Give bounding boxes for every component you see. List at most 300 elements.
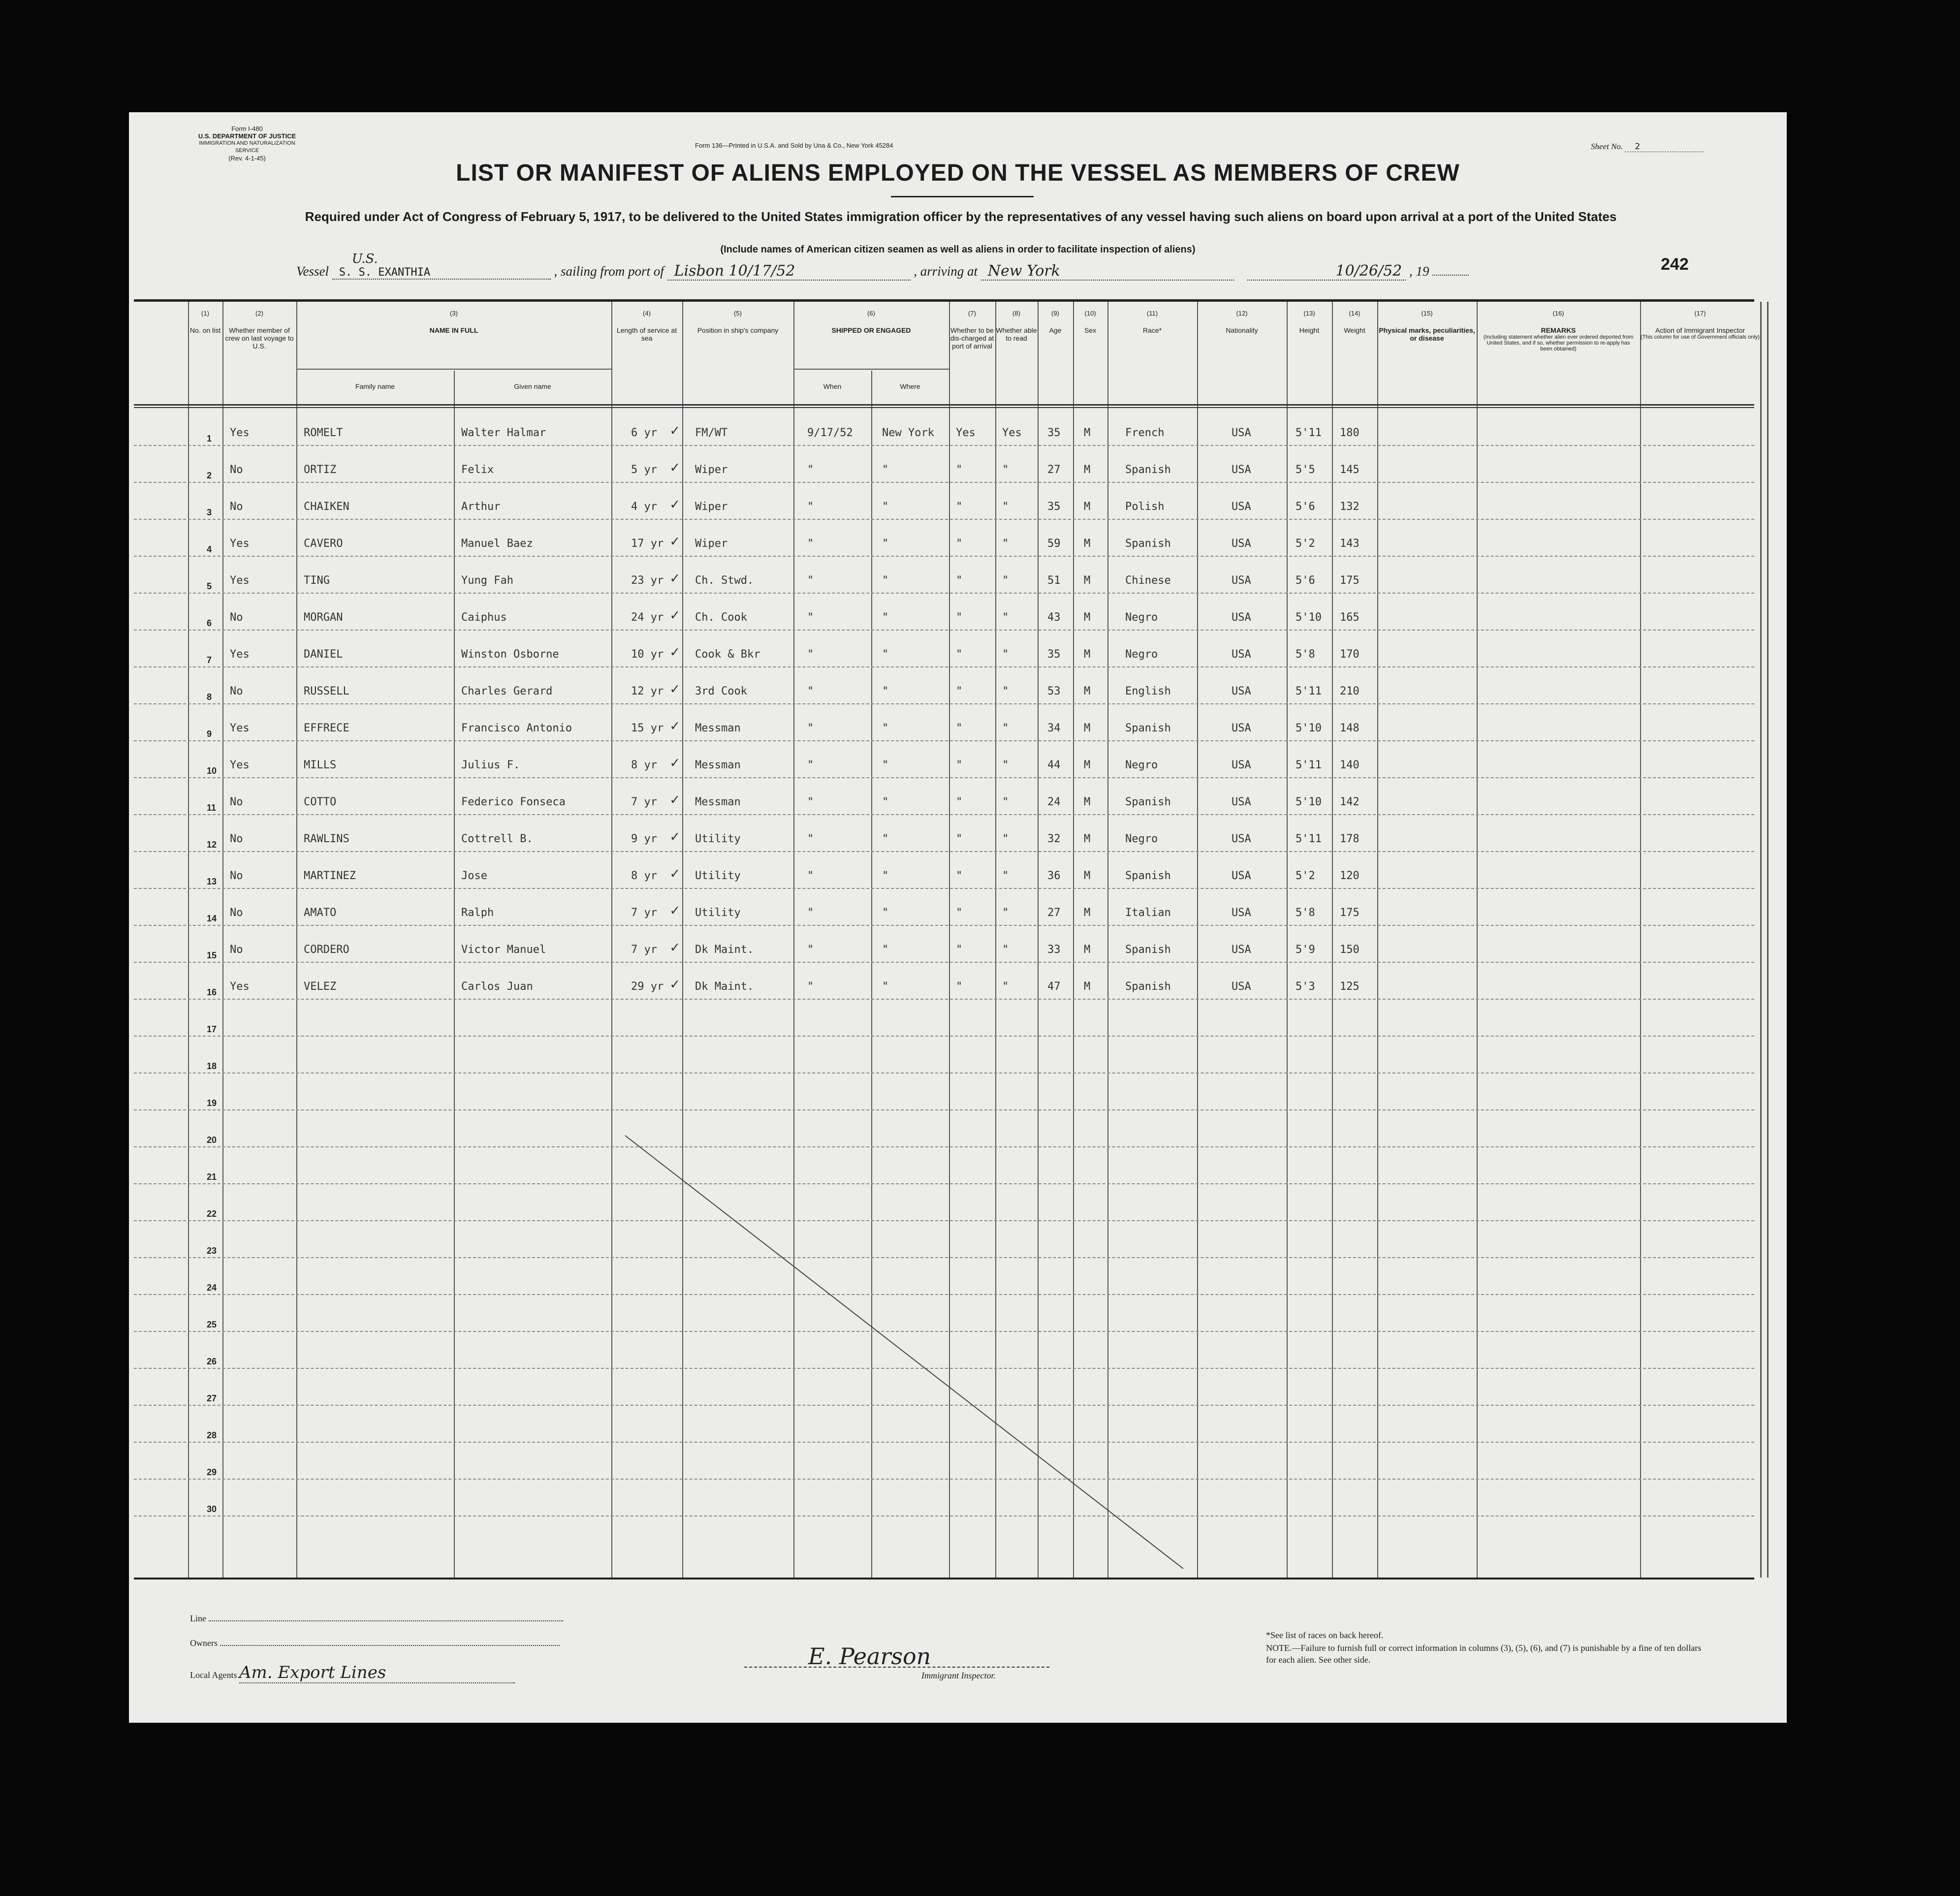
shipped-when-cell: " (807, 722, 814, 734)
age-cell: 51 (1047, 574, 1061, 587)
sex-cell: M (1084, 870, 1091, 882)
family-name-cell: TING (304, 574, 330, 587)
age-cell: 35 (1047, 501, 1061, 513)
shipped-where-cell: " (882, 833, 889, 845)
shipped-when-cell: " (807, 833, 814, 845)
family-name-cell: AMATO (304, 907, 337, 919)
given-name-cell: Federico Fonseca (461, 796, 566, 808)
check-mark-icon: ✓ (670, 828, 680, 845)
row-number: 19 (207, 1098, 217, 1108)
vessel-name: S. S. EXANTHIA (339, 266, 431, 279)
height-cell: 5'8 (1296, 907, 1315, 919)
position-cell: 3rd Cook (695, 685, 747, 697)
header-remarks: (16) REMARKS (Including statement whether alien ever ordered deported from United States, and if so, whether permission to re-apply has been obtained) (1483, 310, 1634, 352)
header-height: (13) Height (1299, 310, 1320, 334)
races-note: *See list of races on back hereof. (1266, 1630, 1384, 1640)
given-name-cell: Ralph (461, 907, 494, 919)
read-cell: " (1002, 574, 1009, 587)
arriving-port: New York (981, 262, 1234, 281)
nationality-cell: USA (1232, 685, 1251, 697)
height-cell: 5'11 (1296, 759, 1322, 771)
position-cell: FM/WT (695, 427, 728, 439)
position-cell: Messman (695, 722, 741, 734)
check-mark-icon: ✓ (670, 754, 680, 771)
read-cell: " (1002, 870, 1009, 882)
row-number: 15 (207, 950, 217, 960)
last-voyage-cell: Yes (230, 537, 250, 550)
sex-cell: M (1084, 427, 1091, 439)
arriving-label: , arriving at (914, 264, 978, 279)
vessel-label: Vessel (296, 264, 329, 279)
last-voyage-cell: Yes (230, 980, 250, 993)
position-cell: Wiper (695, 464, 728, 476)
race-cell: Spanish (1125, 464, 1171, 476)
page-title: LIST OR MANIFEST OF ALIENS EMPLOYED ON THE VESSEL AS MEMBERS OF CREW (456, 160, 1460, 186)
row-number: 20 (207, 1135, 217, 1145)
service-cell: 17 yr (631, 537, 664, 550)
row-number: 3 (207, 507, 212, 517)
manifest-page (129, 112, 1787, 1723)
year-label: , 19 (1409, 264, 1429, 279)
weight-cell: 142 (1340, 796, 1359, 808)
page-number: 242 (1661, 255, 1689, 274)
discharged-cell: " (956, 870, 963, 882)
race-cell: Polish (1125, 501, 1165, 513)
given-name-cell: Walter Halmar (461, 427, 546, 439)
race-cell: Spanish (1125, 980, 1171, 993)
read-cell: " (1002, 722, 1009, 734)
sex-cell: M (1084, 611, 1091, 624)
discharged-cell: " (956, 501, 963, 513)
row-number: 7 (207, 655, 212, 665)
row-number: 9 (207, 729, 212, 739)
nationality-cell: USA (1232, 537, 1251, 550)
check-mark-icon: ✓ (670, 533, 680, 550)
sex-cell: M (1084, 648, 1091, 661)
header-sex: (10) Sex (1084, 310, 1097, 334)
vessel-line (296, 252, 1469, 281)
check-mark-icon: ✓ (670, 569, 680, 587)
check-mark-icon: ✓ (670, 606, 680, 624)
position-cell: Dk Maint. (695, 980, 754, 993)
shipped-when-cell: " (807, 759, 814, 771)
shipped-where-cell: " (882, 980, 889, 993)
header-where: Where (900, 382, 920, 390)
row-number: 16 (207, 987, 217, 997)
family-name-cell: CHAIKEN (304, 501, 349, 513)
vessel-field (332, 252, 551, 280)
given-name-cell: Julius F. (461, 759, 520, 771)
age-cell: 59 (1047, 537, 1061, 550)
nationality-cell: USA (1232, 722, 1251, 734)
read-cell: " (1002, 980, 1009, 993)
nationality-cell: USA (1232, 980, 1251, 993)
header-given-name: Given name (514, 382, 551, 390)
family-name-cell: ROMELT (304, 427, 343, 439)
row-number: 28 (207, 1430, 217, 1440)
header-service: (4) Length of service at sea (616, 310, 677, 342)
race-cell: Negro (1125, 833, 1158, 845)
height-cell: 5'10 (1296, 722, 1322, 734)
age-cell: 36 (1047, 870, 1061, 882)
shipped-where-cell: " (882, 796, 889, 808)
inspector-signature: E. Pearson (808, 1643, 931, 1670)
age-cell: 44 (1047, 759, 1061, 771)
family-name-cell: COTTO (304, 796, 337, 808)
header-physical-marks: (15) Physical marks, peculiarities, or disease (1379, 310, 1475, 342)
row-number: 1 (207, 434, 212, 443)
revision: (Rev. 4-1-45) (228, 155, 266, 162)
agents-field: Local Agents Am. Export Lines (190, 1663, 515, 1683)
nationality-cell: USA (1232, 648, 1251, 661)
discharged-cell: Yes (956, 427, 976, 439)
service-cell: 8 yr (631, 870, 657, 882)
row-number: 4 (207, 544, 212, 554)
nationality-cell: USA (1232, 944, 1251, 956)
discharged-cell: " (956, 648, 963, 661)
check-mark-icon: ✓ (670, 939, 680, 956)
last-voyage-cell: Yes (230, 759, 250, 771)
service-cell: 15 yr (631, 722, 664, 734)
last-voyage-cell: No (230, 796, 243, 808)
height-cell: 5'11 (1296, 685, 1322, 697)
form-number: Form I-480 (231, 125, 263, 132)
shipped-where-cell: " (882, 464, 889, 476)
read-cell: " (1002, 501, 1009, 513)
height-cell: 5'11 (1296, 427, 1322, 439)
row-number: 5 (207, 581, 212, 591)
header-nationality: (12) Nationality (1226, 310, 1258, 334)
weight-cell: 140 (1340, 759, 1359, 771)
row-number: 25 (207, 1320, 217, 1329)
weight-cell: 143 (1340, 537, 1359, 550)
given-name-cell: Cottrell B. (461, 833, 533, 845)
check-mark-icon: ✓ (670, 643, 680, 661)
shipped-when-cell: " (807, 464, 814, 476)
discharged-cell: " (956, 611, 963, 624)
shipped-when-cell: " (807, 685, 814, 697)
sex-cell: M (1084, 537, 1091, 550)
inspector-signature-line (744, 1667, 1049, 1668)
given-name-cell: Charles Gerard (461, 685, 553, 697)
age-cell: 32 (1047, 833, 1061, 845)
row-number: 29 (207, 1467, 217, 1477)
discharged-cell: " (956, 980, 963, 993)
row-number: 23 (207, 1246, 217, 1256)
discharged-cell: " (956, 537, 963, 550)
race-cell: Spanish (1125, 796, 1171, 808)
nationality-cell: USA (1232, 464, 1251, 476)
read-cell: " (1002, 944, 1009, 956)
penalty-note: NOTE.—Failure to furnish full or correct information in columns (3), (5), (6), and (7) is punishable by a fine of ten dollars for each alien. See other side. (1266, 1643, 1702, 1665)
read-cell: " (1002, 907, 1009, 919)
header-family-name: Family name (355, 382, 395, 390)
nationality-cell: USA (1232, 427, 1251, 439)
service-cell: 10 yr (631, 648, 664, 661)
age-cell: 33 (1047, 944, 1061, 956)
read-cell: " (1002, 648, 1009, 661)
col-divider (1760, 302, 1762, 1578)
read-cell: " (1002, 537, 1009, 550)
service-cell: 7 yr (631, 907, 657, 919)
check-mark-icon: ✓ (670, 865, 680, 882)
col-divider (1767, 302, 1769, 1578)
race-cell: French (1125, 427, 1165, 439)
shipped-where-cell: " (882, 722, 889, 734)
row-number: 26 (207, 1357, 217, 1366)
service-cell: 9 yr (631, 833, 657, 845)
position-cell: Dk Maint. (695, 944, 754, 956)
age-cell: 47 (1047, 980, 1061, 993)
weight-cell: 145 (1340, 464, 1359, 476)
weight-cell: 180 (1340, 427, 1359, 439)
position-cell: Ch. Cook (695, 611, 747, 624)
shipped-where-cell: " (882, 870, 889, 882)
given-name-cell: Victor Manuel (461, 944, 546, 956)
family-name-cell: MARTINEZ (304, 870, 356, 882)
discharged-cell: " (956, 722, 963, 734)
nationality-cell: USA (1232, 611, 1251, 624)
weight-cell: 150 (1340, 944, 1359, 956)
age-cell: 35 (1047, 427, 1061, 439)
sheet-value: 2 (1625, 142, 1704, 152)
family-name-cell: RUSSELL (304, 685, 349, 697)
service-cell: 5 yr (631, 464, 657, 476)
inspector-label: Immigrant Inspector. (921, 1671, 996, 1680)
race-cell: Italian (1125, 907, 1171, 919)
weight-cell: 170 (1340, 648, 1359, 661)
service-cell: 7 yr (631, 796, 657, 808)
row-number: 17 (207, 1024, 217, 1034)
weight-cell: 178 (1340, 833, 1359, 845)
check-mark-icon: ✓ (670, 496, 680, 513)
weight-cell: 165 (1340, 611, 1359, 624)
service-cell: 12 yr (631, 685, 664, 697)
row-number: 8 (207, 692, 212, 702)
check-mark-icon: ✓ (670, 459, 680, 476)
nationality-cell: USA (1232, 907, 1251, 919)
last-voyage-cell: No (230, 685, 243, 697)
age-cell: 24 (1047, 796, 1061, 808)
service-cell: 24 yr (631, 611, 664, 624)
sex-cell: M (1084, 907, 1091, 919)
shipped-where-cell: " (882, 501, 889, 513)
discharged-cell: " (956, 907, 963, 919)
include-note: (Include names of American citizen seamen as well as aliens in order to facilitate inspection of aliens) (720, 244, 1196, 255)
sex-cell: M (1084, 685, 1091, 697)
shipped-where-cell: " (882, 537, 889, 550)
check-mark-icon: ✓ (670, 976, 680, 993)
shipped-when-cell: " (807, 907, 814, 919)
height-cell: 5'3 (1296, 980, 1315, 993)
year-field (1432, 275, 1469, 276)
age-cell: 27 (1047, 464, 1061, 476)
position-cell: Messman (695, 796, 741, 808)
row-number: 22 (207, 1209, 217, 1219)
shipped-when-cell: " (807, 574, 814, 587)
last-voyage-cell: No (230, 464, 243, 476)
age-cell: 43 (1047, 611, 1061, 624)
sheet-number (1591, 142, 1704, 152)
shipped-where-cell: " (882, 611, 889, 624)
shipped-where-cell: " (882, 685, 889, 697)
last-voyage-cell: No (230, 501, 243, 513)
row-number: 27 (207, 1393, 217, 1403)
race-cell: Negro (1125, 759, 1158, 771)
race-cell: English (1125, 685, 1171, 697)
discharged-cell: " (956, 574, 963, 587)
arrival-date: 10/26/52 (1247, 262, 1406, 281)
sex-cell: M (1084, 944, 1091, 956)
shipped-where-cell: " (882, 907, 889, 919)
family-name-cell: RAWLINS (304, 833, 349, 845)
read-cell: Yes (1002, 427, 1022, 439)
line-field: Line (190, 1613, 563, 1624)
race-cell: Spanish (1125, 722, 1171, 734)
service-cell: 8 yr (631, 759, 657, 771)
race-cell: Spanish (1125, 944, 1171, 956)
sailing-label: , sailing from port of (554, 264, 664, 279)
cancel-line (134, 302, 1754, 1578)
form-identifier (193, 125, 301, 162)
given-name-cell: Caiphus (461, 611, 507, 624)
subtitle: Required under Act of Congress of February 5, 1917, to be delivered to the United States immigration officer by the representatives of any vessel having such aliens on board upon arrival at a port of the United States (305, 209, 1617, 224)
shipped-when-cell: " (807, 501, 814, 513)
height-cell: 5'10 (1296, 611, 1322, 624)
nationality-cell: USA (1232, 833, 1251, 845)
given-name-cell: Francisco Antonio (461, 722, 572, 734)
race-cell: Negro (1125, 611, 1158, 624)
given-name-cell: Jose (461, 870, 487, 882)
shipped-when-cell: " (807, 537, 814, 550)
check-mark-icon: ✓ (670, 902, 680, 919)
age-cell: 35 (1047, 648, 1061, 661)
family-name-cell: MORGAN (304, 611, 343, 624)
discharged-cell: " (956, 759, 963, 771)
weight-cell: 210 (1340, 685, 1359, 697)
height-cell: 5'11 (1296, 833, 1322, 845)
row-number: 14 (207, 914, 217, 923)
position-cell: Utility (695, 907, 741, 919)
shipped-where-cell: " (882, 648, 889, 661)
given-name-cell: Felix (461, 464, 494, 476)
sex-cell: M (1084, 722, 1091, 734)
family-name-cell: CORDERO (304, 944, 349, 956)
row-number: 21 (207, 1172, 217, 1182)
header-when: When (823, 382, 842, 390)
check-mark-icon: ✓ (670, 717, 680, 734)
discharged-cell: " (956, 833, 963, 845)
last-voyage-cell: No (230, 944, 243, 956)
family-name-cell: ORTIZ (304, 464, 337, 476)
shipped-where-cell: " (882, 574, 889, 587)
header-position: (5) Position in ship's company (697, 310, 779, 334)
last-voyage-cell: Yes (230, 722, 250, 734)
header-name: (3) NAME IN FULL (429, 310, 478, 334)
discharged-cell: " (956, 685, 963, 697)
race-cell: Chinese (1125, 574, 1171, 587)
vessel-prefix: U.S. (351, 252, 378, 266)
family-name-cell: EFFRECE (304, 722, 349, 734)
service-cell: 23 yr (631, 574, 664, 587)
weight-cell: 175 (1340, 574, 1359, 587)
family-name-cell: VELEZ (304, 980, 337, 993)
row-number: 12 (207, 840, 217, 850)
shipped-when-cell: " (807, 980, 814, 993)
service-cell: 7 yr (631, 944, 657, 956)
agents-signature: Am. Export Lines (239, 1663, 515, 1683)
age-cell: 34 (1047, 722, 1061, 734)
shipped-when-cell: " (807, 611, 814, 624)
service-name: IMMIGRATION AND NATURALIZATION SERVICE (199, 140, 295, 154)
weight-cell: 125 (1340, 980, 1359, 993)
read-cell: " (1002, 759, 1009, 771)
age-cell: 53 (1047, 685, 1061, 697)
position-cell: Cook & Bkr (695, 648, 760, 661)
discharged-cell: " (956, 796, 963, 808)
sex-cell: M (1084, 501, 1091, 513)
shipped-when-cell: " (807, 944, 814, 956)
header-discharged: (7) Whether to be dis-charged at port of arrival (950, 310, 994, 350)
sex-cell: M (1084, 796, 1091, 808)
read-cell: " (1002, 796, 1009, 808)
sailing-port: Lisbon 10/17/52 (667, 262, 911, 281)
shipped-where-cell: " (882, 759, 889, 771)
header-read: (8) Whether able to read (996, 310, 1037, 342)
family-name-cell: CAVERO (304, 537, 343, 550)
given-name-cell: Arthur (461, 501, 501, 513)
row-number: 10 (207, 766, 217, 776)
weight-cell: 120 (1340, 870, 1359, 882)
header-shipped: (6) SHIPPED OR ENGAGED (831, 310, 911, 334)
read-cell: " (1002, 685, 1009, 697)
given-name-cell: Carlos Juan (461, 980, 533, 993)
department: U.S. DEPARTMENT OF JUSTICE (198, 132, 296, 140)
read-cell: " (1002, 611, 1009, 624)
row-number: 2 (207, 471, 212, 480)
last-voyage-cell: Yes (230, 574, 250, 587)
last-voyage-cell: No (230, 611, 243, 624)
check-mark-icon: ✓ (670, 680, 680, 697)
row-number: 24 (207, 1283, 217, 1293)
weight-cell: 132 (1340, 501, 1359, 513)
family-name-cell: MILLS (304, 759, 337, 771)
sex-cell: M (1084, 759, 1091, 771)
last-voyage-cell: Yes (230, 648, 250, 661)
row-number: 30 (207, 1504, 217, 1514)
service-cell: 4 yr (631, 501, 657, 513)
row-number: 6 (207, 618, 212, 628)
shipped-where-cell: New York (882, 427, 934, 439)
discharged-cell: " (956, 944, 963, 956)
header-no: (1) No. on list (190, 310, 221, 334)
owners-field: Owners (190, 1638, 560, 1648)
nationality-cell: USA (1232, 501, 1251, 513)
service-cell: 6 yr (631, 427, 657, 439)
crew-table (134, 299, 1760, 1580)
position-cell: Wiper (695, 537, 728, 550)
height-cell: 5'9 (1296, 944, 1315, 956)
height-cell: 5'5 (1296, 464, 1315, 476)
nationality-cell: USA (1232, 574, 1251, 587)
race-cell: Spanish (1125, 870, 1171, 882)
sex-cell: M (1084, 833, 1091, 845)
height-cell: 5'6 (1296, 574, 1315, 587)
nationality-cell: USA (1232, 796, 1251, 808)
header-inspector-action: (17) Action of Immigrant Inspector (This column for use of Government officials only) (1641, 310, 1760, 340)
height-cell: 5'8 (1296, 648, 1315, 661)
title-underline (891, 196, 1034, 197)
